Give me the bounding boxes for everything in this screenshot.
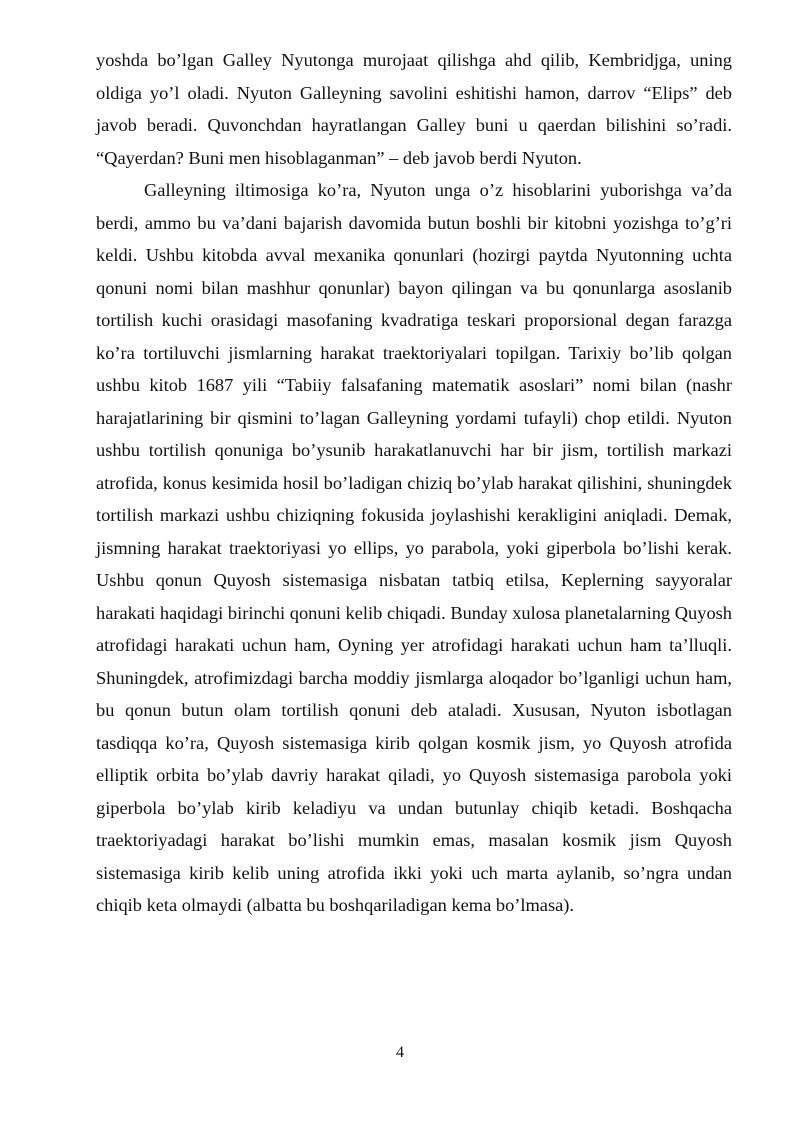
paragraph-continuation: yoshda bo’lgan Galley Nyutonga murojaat qilishga ahd qilib, Kembridjga, uning oldiga yo’l oladi. Nyuton Galleyning savolini eshitishi hamon, darrov “Elips” deb javob beradi. Quvonchdan hayratlangan Galley buni u qaerdan bilishini so’radi. “Qayerdan? Buni men hisoblaganman” – deb javob berdi Nyuton. [96, 50, 732, 168]
page-number: 4 [396, 1044, 404, 1061]
page-body [96, 44, 732, 922]
paragraph-newton-book: Galleyning iltimosiga ko’ra, Nyuton unga o’z hisoblarini yuborishga va’da berdi, ammo bu va’dani bajarish davomida butun boshli bir kitobni yozishga to’g’ri keldi. Ushbu kitobda avval mexanika qonunlari (hozirgi paytda Nyutonning uchta qonuni nomi bilan mashhur qonunlar) bayon qilingan va bu qonunlarga asoslanib tortilish kuchi orasidagi masofaning kvadratiga teskari proporsional degan farazga ko’ra tortiluvchi jismlarning harakat traektoriyalari topilgan. Tarixiy bo’lib qolgan ushbu kitob 1687 yili “Tabiiy falsafaning matematik asoslari” nomi bilan (nashr harajatlarining bir qismini to’lagan Galleyning yordami tufayli) chop etildi. Nyuton ushbu tortilish qonuniga bo’ysunib harakatlanuvchi har bir jism, tortilish markazi atrofida, konus kesimida hosil bo’ladigan chiziq bo’ylab harakat qilishini, shuningdek tortilish markazi ushbu chiziqning fokusida joylashishi kerakligini aniqladi. Demak, jismning harakat traektoriyasi yo ellips, yo parabola, yoki giperbola bo’lishi kerak. Ushbu qonun Quyosh sistemasiga nisbatan tatbiq etilsa, Keplerning sayyoralar harakati haqidagi birinchi qonuni kelib chiqadi. Bunday xulosa planetalarning Quyosh atrofidagi harakati uchun ham, Oyning yer atrofidagi harakati uchun ham ta’lluqli. Shuningdek, atrofimizdagi barcha moddiy jismlarga aloqador bo’lganligi uchun ham, bu qonun butun olam tortilish qonuni deb ataladi. Xususan, Nyuton isbotlagan tasdiqqa ko’ra, Quyosh sistemasiga kirib qolgan kosmik jism, yo Quyosh atrofida elliptik orbita bo’ylab davriy harakat qiladi, yo Quyosh sistemasiga parobola yoki giperbola bo’ylab kirib keladiyu va undan butunlay chiqib ketadi. Boshqacha traektoriyadagi harakat bo’lishi mumkin emas, masalan kosmik jism Quyosh sistemasiga kirib kelib uning atrofida ikki yoki uch marta aylanib, so’ngra undan chiqib keta olmaydi (albatta bu boshqariladigan kema bo’lmasa). [96, 180, 732, 915]
